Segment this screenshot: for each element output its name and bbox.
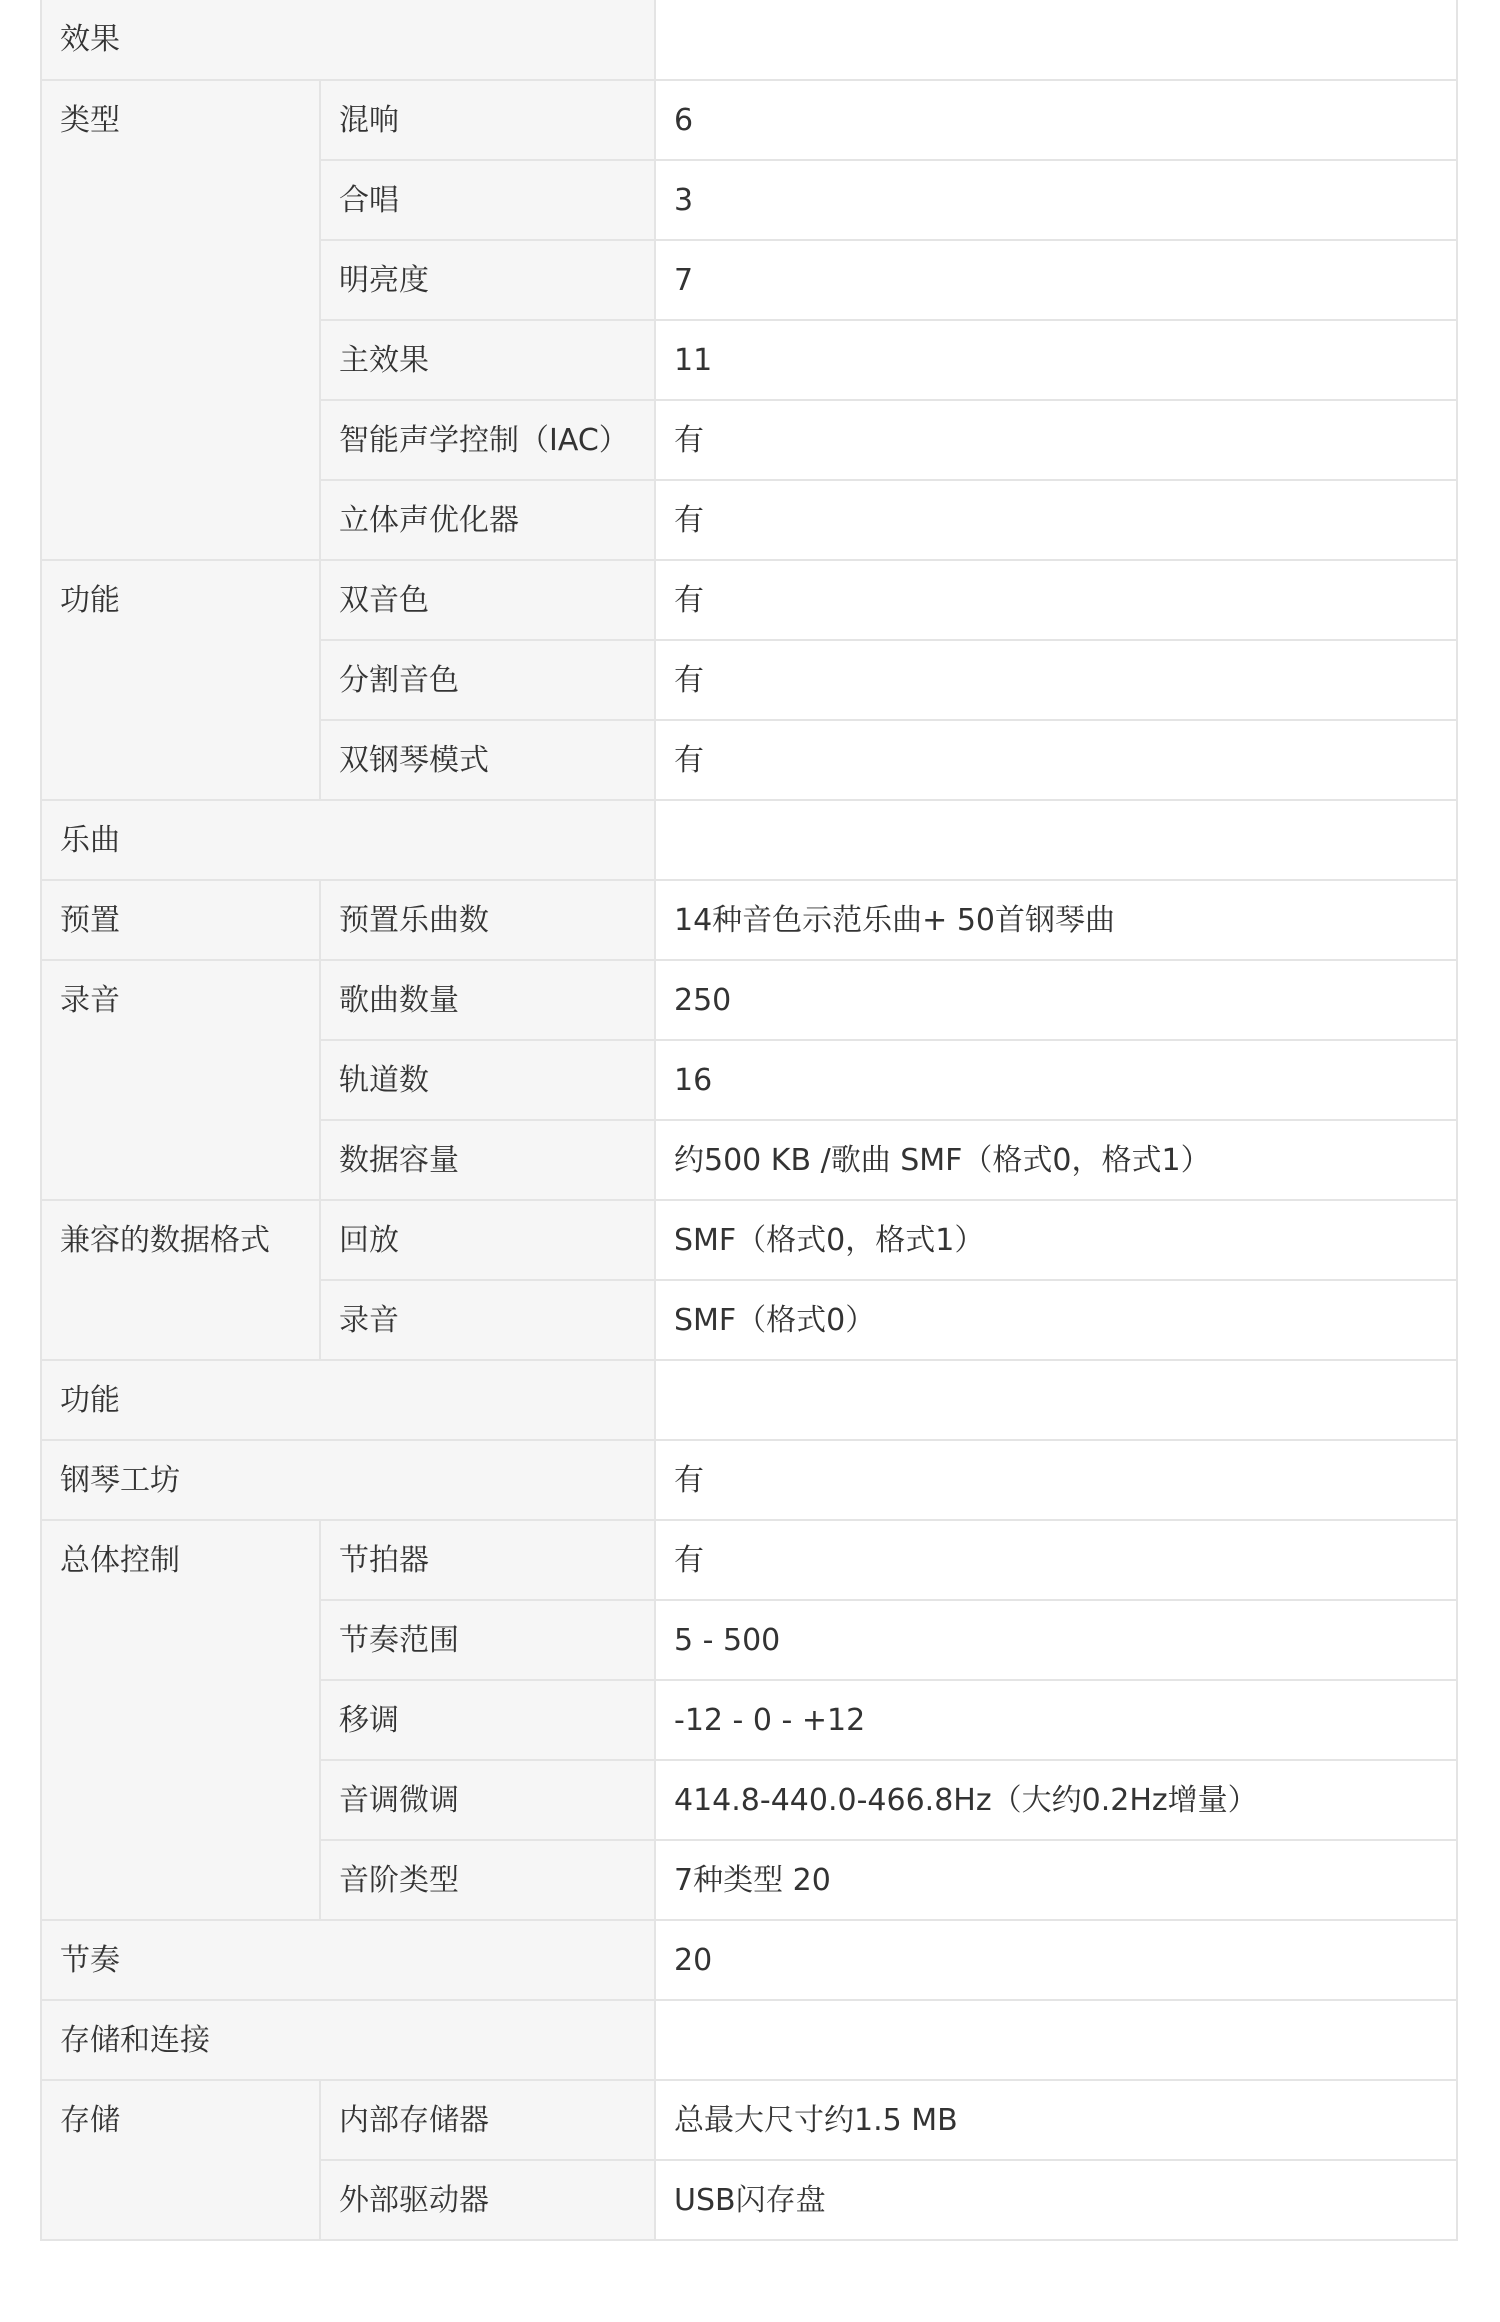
spec-row xyxy=(41,960,1457,1040)
item-label: 分割音色 xyxy=(320,640,655,720)
item-value: 6 xyxy=(655,80,1457,160)
item-label: 歌曲数量 xyxy=(320,960,655,1040)
group-label: 录音 xyxy=(41,960,320,1200)
item-label: 数据容量 xyxy=(320,1120,655,1200)
item-label: 双钢琴模式 xyxy=(320,720,655,800)
item-label: 录音 xyxy=(320,1280,655,1360)
item-value: 16 xyxy=(655,1040,1457,1120)
item-value: 14种音色示范乐曲+ 50首钢琴曲 xyxy=(655,880,1457,960)
section-value-cell xyxy=(655,1360,1457,1440)
item-value: SMF（格式0） xyxy=(655,1280,1457,1360)
spec-label: 钢琴工坊 xyxy=(41,1440,655,1520)
spec-row xyxy=(41,1520,1457,1600)
spec-row xyxy=(41,1920,1457,2000)
item-value: SMF（格式0，格式1） xyxy=(655,1200,1457,1280)
section-row xyxy=(41,2000,1457,2080)
spec-table-container xyxy=(40,0,1456,2241)
item-value: 有 xyxy=(655,480,1457,560)
item-value: 7种类型 20 xyxy=(655,1840,1457,1920)
group-label: 类型 xyxy=(41,80,320,560)
item-value: 5 - 500 xyxy=(655,1600,1457,1680)
item-label: 内部存储器 xyxy=(320,2080,655,2160)
item-label: 双音色 xyxy=(320,560,655,640)
spec-row xyxy=(41,1200,1457,1280)
item-label: 立体声优化器 xyxy=(320,480,655,560)
item-label: 轨道数 xyxy=(320,1040,655,1120)
section-row xyxy=(41,1360,1457,1440)
spec-row xyxy=(41,1440,1457,1520)
section-value-cell xyxy=(655,800,1457,880)
item-value: 有 xyxy=(655,640,1457,720)
group-label: 存储 xyxy=(41,2080,320,2240)
spec-row xyxy=(41,2080,1457,2160)
spec-value: 有 xyxy=(655,1440,1457,1520)
item-label: 合唱 xyxy=(320,160,655,240)
item-label: 节拍器 xyxy=(320,1520,655,1600)
spec-table-body xyxy=(41,0,1457,2240)
item-label: 音调微调 xyxy=(320,1760,655,1840)
item-value: USB闪存盘 xyxy=(655,2160,1457,2240)
spec-label: 节奏 xyxy=(41,1920,655,2000)
section-value-cell xyxy=(655,2000,1457,2080)
item-label: 移调 xyxy=(320,1680,655,1760)
item-label: 智能声学控制（IAC） xyxy=(320,400,655,480)
group-label: 兼容的数据格式 xyxy=(41,1200,320,1360)
item-label: 回放 xyxy=(320,1200,655,1280)
group-label: 预置 xyxy=(41,880,320,960)
spec-row xyxy=(41,880,1457,960)
item-value: 414.8-440.0-466.8Hz（大约0.2Hz增量） xyxy=(655,1760,1457,1840)
item-value: 7 xyxy=(655,240,1457,320)
section-header: 乐曲 xyxy=(41,800,655,880)
item-value: 有 xyxy=(655,560,1457,640)
section-row xyxy=(41,0,1457,80)
section-header: 效果 xyxy=(41,0,655,80)
item-value: 有 xyxy=(655,720,1457,800)
item-value: 250 xyxy=(655,960,1457,1040)
item-label: 预置乐曲数 xyxy=(320,880,655,960)
item-label: 主效果 xyxy=(320,320,655,400)
item-label: 混响 xyxy=(320,80,655,160)
group-label: 总体控制 xyxy=(41,1520,320,1920)
item-value: 有 xyxy=(655,1520,1457,1600)
section-header: 存储和连接 xyxy=(41,2000,655,2080)
section-value-cell xyxy=(655,0,1457,80)
item-value: 总最大尺寸约1.5 MB xyxy=(655,2080,1457,2160)
item-value: 11 xyxy=(655,320,1457,400)
spec-value: 20 xyxy=(655,1920,1457,2000)
item-value: 有 xyxy=(655,400,1457,480)
section-header: 功能 xyxy=(41,1360,655,1440)
item-value: 3 xyxy=(655,160,1457,240)
item-label: 明亮度 xyxy=(320,240,655,320)
spec-row xyxy=(41,560,1457,640)
spec-table xyxy=(40,0,1458,2241)
item-label: 节奏范围 xyxy=(320,1600,655,1680)
item-value: 约500 KB /歌曲 SMF（格式0，格式1） xyxy=(655,1120,1457,1200)
item-label: 音阶类型 xyxy=(320,1840,655,1920)
item-value: -12 - 0 - +12 xyxy=(655,1680,1457,1760)
section-row xyxy=(41,800,1457,880)
item-label: 外部驱动器 xyxy=(320,2160,655,2240)
spec-row xyxy=(41,80,1457,160)
group-label: 功能 xyxy=(41,560,320,800)
